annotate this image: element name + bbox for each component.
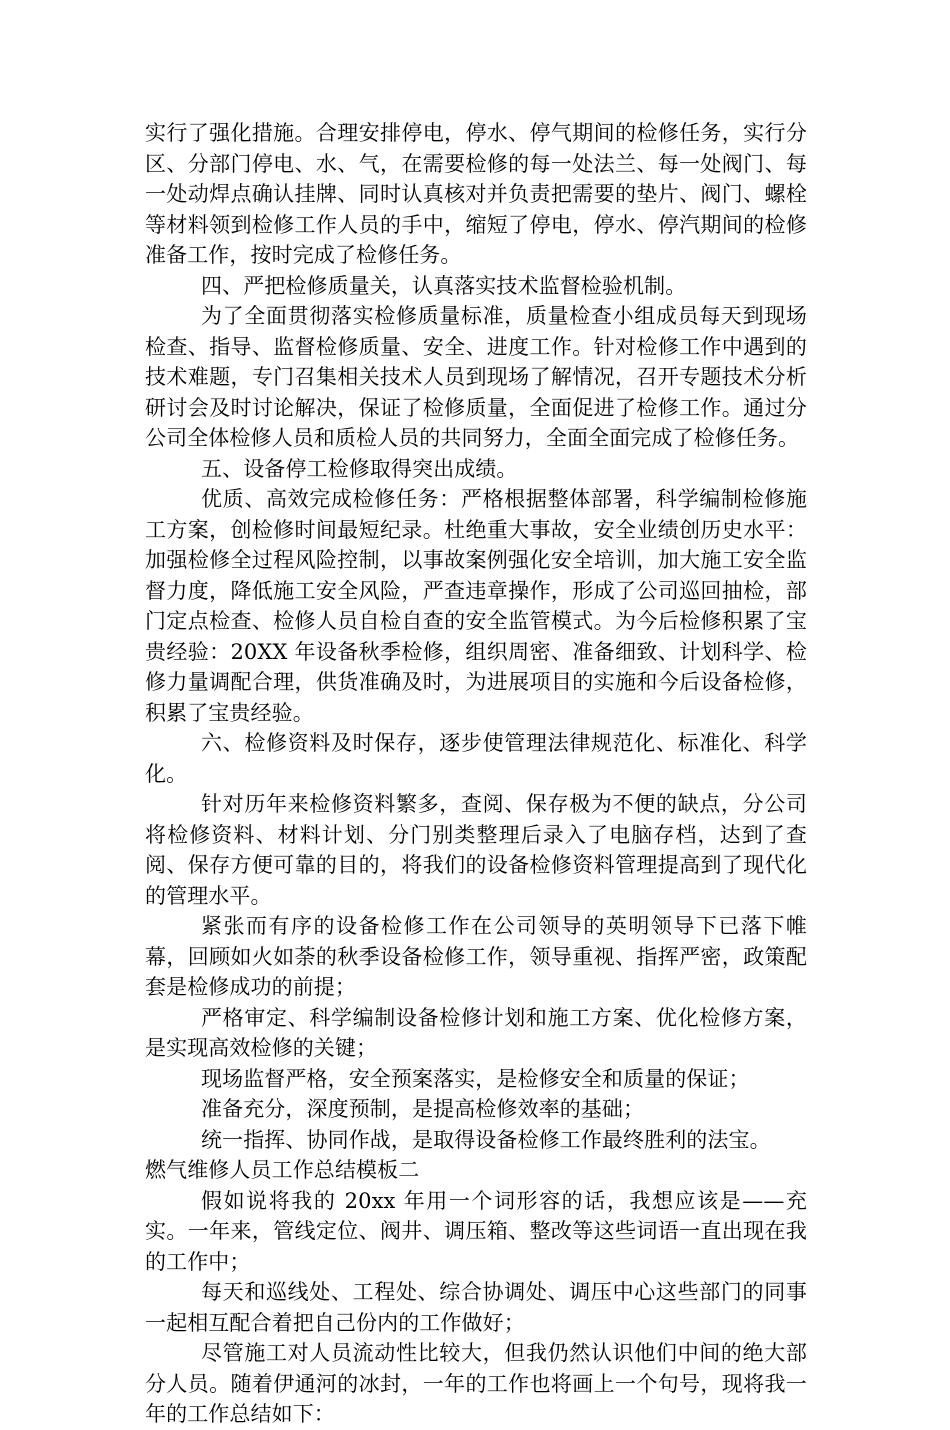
paragraph: 统一指挥、协同作战，是取得设备检修工作最终胜利的法宝。 — [201, 1127, 771, 1152]
paragraph: 严格审定、科学编制设备检修计划和施工方案、优化检修方案，是实现高效检修的关键； — [145, 1005, 807, 1060]
paragraph: 准备充分，深度预制，是提高检修效率的基础； — [201, 1097, 645, 1121]
paragraph: 优质、高效完成检修任务：严格根据整体部署，科学编制检修施工方案，创检修时间最短纪录。杜绝重大事故，安全业绩创历史水平：加强检修全过程风险控制，以事故案例强化安全培训，加大施工安全监督力度，降低施工安全风险，严查违章操作，形成了公司巡回抽检，部门定点检查、检修人员自检自查的安全监管模式。为今后检修积累了宝贵经验：20XX 年设备秋季检修，组织周密、准备细致、计划科学、检修力量调配合理，供货准确及时，为进展项目的实施和今后设备检修，积累了宝贵经验。 — [145, 487, 807, 725]
paragraph: 假如说将我的 20xx 年用一个词形容的话，我想应该是——充实。一年来，管线定位、阀井、调压箱、整改等这些词语一直出现在我的工作中； — [145, 1188, 807, 1274]
section-heading-4: 四、严把检修质量关，认真落实技术监督检验机制。 — [201, 273, 687, 298]
document-subtitle: 燃气维修人员工作总结模板二 — [145, 1158, 420, 1182]
section-heading-6: 六、检修资料及时保存，逐步使管理法律规范化、标准化、科学化。 — [145, 731, 807, 786]
paragraph: 每天和巡线处、工程处、综合协调处、调压中心这些部门的同事一起相互配合着把自己份内的工作做好； — [145, 1280, 807, 1335]
paragraph: 紧张而有序的设备检修工作在公司领导的英明领导下已落下帷幕，回顾如火如荼的秋季设备检修工作，领导重视、指挥严密，政策配套是检修成功的前提； — [145, 914, 807, 999]
paragraph: 现场监督严格，安全预案落实，是检修安全和质量的保证； — [201, 1066, 750, 1091]
paragraph: 针对历年来检修资料繁多，查阅、保存极为不便的缺点，分公司将检修资料、材料计划、分门别类整理后录入了电脑存档，达到了查阅、保存方便可靠的目的，将我们的设备检修资料管理提高到了现代化的管理水平。 — [145, 792, 807, 908]
paragraph: 为了全面贯彻落实检修质量标准，质量检查小组成员每天到现场检查、指导、监督检修质量、安全、进度工作。针对检修工作中遇到的技术难题，专门召集相关技术人员到现场了解情况，召开专题技术分析研讨会及时讨论解决，保证了检修质量，全面促进了检修工作。通过分公司全体检修人员和质检人员的共同努力，全面全面完成了检修任务。 — [145, 304, 807, 450]
document-body — [145, 118, 807, 1430]
paragraph: 尽管施工对人员流动性比较大，但我仍然认识他们中间的绝大部分人员。随着伊通河的冰封，一年的工作也将画上一个句号，现将我一年的工作总结如下： — [145, 1341, 807, 1426]
paragraph-continuation: 实行了强化措施。合理安排停电，停水、停气期间的检修任务，实行分区、分部门停电、水、气，在需要检修的每一处法兰、每一处阀门、每一处动焊点确认挂牌、同时认真核对并负责把需要的垫片、阀门、螺栓等材料领到检修工作人员的手中，缩短了停电，停水、停汽期间的检修准备工作，按时完成了检修任务。 — [145, 121, 807, 267]
section-heading-5: 五、设备停工检修取得突出成绩。 — [201, 456, 518, 481]
